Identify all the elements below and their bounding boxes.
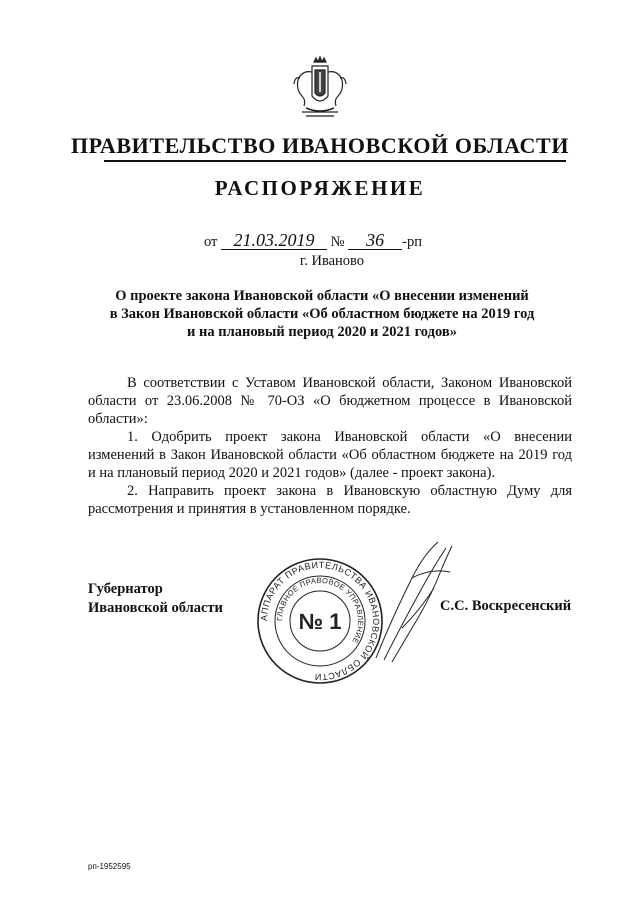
subject-line: О проекте закона Ивановской области «О внесении изменений — [115, 288, 529, 304]
city: г. Иваново — [299, 253, 365, 269]
subject-line: в Закон Ивановской области «Об областном бюджете на 2019 год — [109, 306, 535, 322]
seal-inner-text: ГЛАВНОЕ ПРАВОВОЕ УПРАВЛЕНИЕ — [274, 575, 366, 646]
preamble-paragraph: В соответствии с Уставом Ивановской области, Законом Ивановской области от 23.06.2008 № 70-ОЗ «О бюджетном процессе в Ивановской области»: — [88, 375, 572, 427]
seal-ring-text: АППАРАТ ПРАВИТЕЛЬСТВА ИВАНОВСКОЙ ОБЛАСТИ — [258, 559, 382, 683]
signatory-name: С.С. Воскресенский — [440, 598, 572, 614]
handwritten-number: 36 — [348, 232, 402, 250]
handwritten-date: 21.03.2019 — [221, 232, 327, 250]
number-prefix: № — [330, 234, 345, 250]
item-2-paragraph: 2. Направить проект закона в Ивановскую областную Думу для рассмотрения и принятия в установленном порядке. — [88, 483, 572, 517]
coat-of-arms-emblem — [292, 56, 348, 118]
number-suffix: -рп — [402, 234, 422, 250]
signatory-title — [88, 580, 223, 618]
document-body — [88, 374, 572, 518]
registration-line — [204, 232, 504, 251]
title-underline — [104, 160, 566, 162]
date-prefix: от — [204, 234, 218, 250]
document-subject — [80, 287, 564, 341]
document-code: рп-1952595 — [88, 862, 131, 871]
signatory-title-line: Губернатор — [88, 581, 163, 597]
signatory-title-line: Ивановской области — [88, 600, 223, 616]
subject-line: и на плановый период 2020 и 2021 годов» — [187, 324, 457, 340]
document-type: РАСПОРЯЖЕНИЕ — [214, 176, 426, 200]
official-seal — [255, 556, 385, 686]
item-1-paragraph: 1. Одобрить проект закона Ивановской области «О внесении изменений в Закон Ивановской области «Об областном бюджете на 2019 год и на плановый период 2020 и 2021 годов» (далее - проект закона). — [88, 429, 572, 481]
seal-number: № 1 — [298, 609, 342, 634]
government-title: ПРАВИТЕЛЬСТВО ИВАНОВСКОЙ ОБЛАСТИ — [70, 133, 570, 158]
